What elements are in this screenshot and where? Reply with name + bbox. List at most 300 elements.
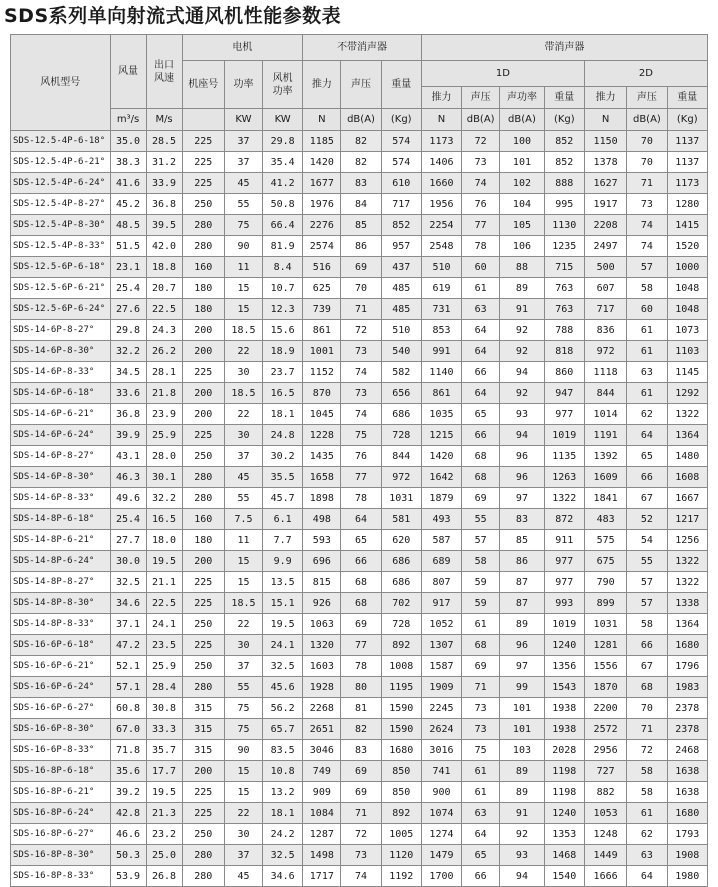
cell-outlet-speed: 42.0	[146, 236, 182, 257]
cell-1d-weight: 1263	[544, 467, 584, 488]
cell-power: 75	[224, 215, 262, 236]
table-row	[11, 446, 708, 467]
table-row	[11, 719, 708, 740]
cell-1d-thrust: 741	[421, 761, 461, 782]
cell-2d-weight: 1217	[667, 509, 707, 530]
cell-1d-sound-power: 104	[500, 194, 544, 215]
cell-thrust: 1976	[303, 194, 341, 215]
cell-2d-thrust: 1392	[584, 446, 626, 467]
cell-frame: 280	[182, 488, 224, 509]
unit-1d-sound-pressure: dB(A)	[462, 109, 500, 131]
cell-sound-pressure: 72	[341, 824, 381, 845]
cell-airflow: 53.9	[110, 866, 146, 887]
cell-2d-thrust: 575	[584, 530, 626, 551]
cell-1d-weight: 1240	[544, 803, 584, 824]
cell-2d-thrust: 2956	[584, 740, 626, 761]
cell-1d-thrust: 1956	[421, 194, 461, 215]
cell-weight: 686	[381, 551, 421, 572]
cell-airflow: 71.8	[110, 740, 146, 761]
cell-1d-sound-pressure: 63	[462, 299, 500, 320]
cell-2d-sound-pressure: 67	[627, 488, 667, 509]
cell-2d-sound-pressure: 58	[627, 614, 667, 635]
cell-2d-sound-pressure: 70	[627, 698, 667, 719]
cell-sound-pressure: 76	[341, 446, 381, 467]
cell-2d-weight: 1680	[667, 803, 707, 824]
cell-2d-sound-pressure: 55	[627, 551, 667, 572]
cell-1d-sound-power: 101	[500, 719, 544, 740]
cell-2d-weight: 1796	[667, 656, 707, 677]
cell-model: SDS-12.5-6P-6-24°	[11, 299, 111, 320]
cell-2d-sound-pressure: 65	[627, 446, 667, 467]
cell-airflow: 37.1	[110, 614, 146, 635]
cell-airflow: 30.0	[110, 551, 146, 572]
cell-1d-sound-pressure: 77	[462, 215, 500, 236]
cell-outlet-speed: 22.5	[146, 299, 182, 320]
cell-1d-sound-pressure: 71	[462, 677, 500, 698]
table-row	[11, 383, 708, 404]
cell-outlet-speed: 26.2	[146, 341, 182, 362]
cell-2d-thrust: 607	[584, 278, 626, 299]
cell-power: 15	[224, 761, 262, 782]
cell-2d-weight: 1908	[667, 845, 707, 866]
cell-1d-weight: 977	[544, 404, 584, 425]
cell-2d-sound-pressure: 70	[627, 152, 667, 173]
cell-1d-thrust: 853	[421, 320, 461, 341]
cell-sound-pressure: 86	[341, 236, 381, 257]
cell-1d-sound-power: 86	[500, 551, 544, 572]
cell-1d-sound-power: 101	[500, 698, 544, 719]
cell-1d-sound-power: 97	[500, 488, 544, 509]
cell-outlet-speed: 20.7	[146, 278, 182, 299]
cell-1d-weight: 1019	[544, 425, 584, 446]
cell-thrust: 1928	[303, 677, 341, 698]
table-body	[11, 131, 708, 887]
cell-power: 55	[224, 677, 262, 698]
cell-fan-power: 6.1	[263, 509, 303, 530]
cell-1d-sound-pressure: 57	[462, 530, 500, 551]
cell-1d-thrust: 731	[421, 299, 461, 320]
cell-fan-power: 7.7	[263, 530, 303, 551]
cell-sound-pressure: 69	[341, 614, 381, 635]
cell-1d-sound-power: 96	[500, 635, 544, 656]
cell-frame: 180	[182, 530, 224, 551]
cell-2d-weight: 1048	[667, 278, 707, 299]
cell-1d-sound-pressure: 66	[462, 425, 500, 446]
cell-power: 15	[224, 551, 262, 572]
cell-airflow: 39.2	[110, 782, 146, 803]
cell-weight: 510	[381, 320, 421, 341]
cell-2d-sound-pressure: 62	[627, 404, 667, 425]
cell-sound-pressure: 68	[341, 572, 381, 593]
cell-1d-thrust: 1274	[421, 824, 461, 845]
header-outlet-speed	[146, 35, 182, 109]
table-row	[11, 845, 708, 866]
cell-1d-weight: 1130	[544, 215, 584, 236]
cell-2d-weight: 1322	[667, 404, 707, 425]
cell-fan-power: 19.5	[263, 614, 303, 635]
cell-fan-power: 29.8	[263, 131, 303, 152]
cell-weight: 656	[381, 383, 421, 404]
cell-2d-thrust: 1281	[584, 635, 626, 656]
header-1d-sound-power: 声功率	[500, 87, 544, 109]
cell-2d-thrust: 1917	[584, 194, 626, 215]
cell-outlet-speed: 19.5	[146, 782, 182, 803]
unit-airflow: m³/s	[110, 109, 146, 131]
cell-2d-thrust: 1449	[584, 845, 626, 866]
cell-2d-weight: 1322	[667, 551, 707, 572]
cell-fan-power: 35.5	[263, 467, 303, 488]
cell-model: SDS-12.5-4P-8-30°	[11, 215, 111, 236]
cell-2d-thrust: 1118	[584, 362, 626, 383]
cell-2d-weight: 1322	[667, 572, 707, 593]
cell-2d-weight: 1638	[667, 782, 707, 803]
cell-airflow: 33.6	[110, 383, 146, 404]
cell-sound-pressure: 69	[341, 761, 381, 782]
header-2d-weight: 重量	[667, 87, 707, 109]
cell-frame: 250	[182, 446, 224, 467]
cell-1d-thrust: 807	[421, 572, 461, 593]
cell-2d-thrust: 844	[584, 383, 626, 404]
cell-1d-thrust: 689	[421, 551, 461, 572]
cell-1d-sound-pressure: 68	[462, 467, 500, 488]
cell-fan-power: 30.2	[263, 446, 303, 467]
cell-outlet-speed: 35.7	[146, 740, 182, 761]
cell-2d-weight: 1048	[667, 299, 707, 320]
cell-power: 22	[224, 341, 262, 362]
cell-thrust: 926	[303, 593, 341, 614]
header-1d-thrust: 推力	[421, 87, 461, 109]
cell-power: 45	[224, 467, 262, 488]
cell-outlet-speed: 28.5	[146, 131, 182, 152]
cell-sound-pressure: 82	[341, 719, 381, 740]
table-row	[11, 656, 708, 677]
cell-sound-pressure: 68	[341, 593, 381, 614]
cell-weight: 1680	[381, 740, 421, 761]
cell-weight: 728	[381, 614, 421, 635]
cell-1d-sound-pressure: 64	[462, 383, 500, 404]
cell-2d-sound-pressure: 60	[627, 299, 667, 320]
cell-2d-sound-pressure: 64	[627, 425, 667, 446]
cell-1d-sound-power: 89	[500, 761, 544, 782]
page-title: SDS系列单向射流式通风机性能参数表	[4, 5, 342, 27]
table-row	[11, 635, 708, 656]
cell-2d-thrust: 2497	[584, 236, 626, 257]
cell-1d-sound-pressure: 73	[462, 719, 500, 740]
cell-weight: 485	[381, 278, 421, 299]
cell-thrust: 1677	[303, 173, 341, 194]
cell-weight: 1005	[381, 824, 421, 845]
cell-model: SDS-14-6P-6-24°	[11, 425, 111, 446]
cell-outlet-speed: 31.2	[146, 152, 182, 173]
cell-model: SDS-16-6P-8-33°	[11, 740, 111, 761]
cell-1d-thrust: 493	[421, 509, 461, 530]
cell-weight: 620	[381, 530, 421, 551]
cell-2d-sound-pressure: 71	[627, 173, 667, 194]
cell-thrust: 498	[303, 509, 341, 530]
cell-fan-power: 10.8	[263, 761, 303, 782]
cell-2d-sound-pressure: 64	[627, 866, 667, 887]
cell-frame: 225	[182, 152, 224, 173]
cell-outlet-speed: 33.9	[146, 173, 182, 194]
cell-weight: 610	[381, 173, 421, 194]
header-no-silencer-group: 不带消声器	[303, 35, 422, 61]
cell-frame: 200	[182, 404, 224, 425]
table-row	[11, 824, 708, 845]
cell-model: SDS-12.5-4P-6-24°	[11, 173, 111, 194]
cell-1d-thrust: 1052	[421, 614, 461, 635]
cell-2d-thrust: 675	[584, 551, 626, 572]
cell-outlet-speed: 23.9	[146, 404, 182, 425]
cell-2d-sound-pressure: 61	[627, 320, 667, 341]
cell-1d-weight: 1938	[544, 719, 584, 740]
cell-outlet-speed: 21.8	[146, 383, 182, 404]
cell-thrust: 1228	[303, 425, 341, 446]
cell-sound-pressure: 70	[341, 278, 381, 299]
cell-outlet-speed: 28.0	[146, 446, 182, 467]
table-row	[11, 551, 708, 572]
cell-sound-pressure: 64	[341, 509, 381, 530]
cell-fan-power: 24.1	[263, 635, 303, 656]
cell-thrust: 1084	[303, 803, 341, 824]
cell-1d-sound-pressure: 65	[462, 845, 500, 866]
cell-1d-sound-power: 93	[500, 404, 544, 425]
cell-airflow: 50.3	[110, 845, 146, 866]
cell-2d-sound-pressure: 58	[627, 278, 667, 299]
cell-fan-power: 15.1	[263, 593, 303, 614]
header-outlet-speed-line1: 出口	[154, 59, 175, 71]
cell-2d-sound-pressure: 57	[627, 572, 667, 593]
cell-sound-pressure: 66	[341, 551, 381, 572]
cell-2d-weight: 1480	[667, 446, 707, 467]
cell-frame: 160	[182, 257, 224, 278]
cell-2d-weight: 1073	[667, 320, 707, 341]
cell-outlet-speed: 30.8	[146, 698, 182, 719]
cell-2d-sound-pressure: 63	[627, 362, 667, 383]
cell-1d-sound-power: 92	[500, 824, 544, 845]
cell-weight: 892	[381, 635, 421, 656]
cell-frame: 250	[182, 194, 224, 215]
cell-1d-sound-power: 102	[500, 173, 544, 194]
cell-outlet-speed: 23.2	[146, 824, 182, 845]
cell-weight: 581	[381, 509, 421, 530]
header-with-silencer-group: 带消声器	[421, 35, 707, 61]
cell-1d-thrust: 861	[421, 383, 461, 404]
unit-1d-thrust: N	[421, 109, 461, 131]
cell-1d-weight: 1353	[544, 824, 584, 845]
cell-weight: 850	[381, 761, 421, 782]
cell-sound-pressure: 78	[341, 488, 381, 509]
cell-fan-power: 10.7	[263, 278, 303, 299]
cell-2d-weight: 1280	[667, 194, 707, 215]
cell-weight: 437	[381, 257, 421, 278]
cell-1d-weight: 788	[544, 320, 584, 341]
table-row	[11, 614, 708, 635]
cell-frame: 200	[182, 320, 224, 341]
cell-outlet-speed: 16.5	[146, 509, 182, 530]
cell-sound-pressure: 81	[341, 698, 381, 719]
cell-power: 22	[224, 803, 262, 824]
cell-thrust: 1435	[303, 446, 341, 467]
cell-2d-sound-pressure: 62	[627, 824, 667, 845]
cell-weight: 1192	[381, 866, 421, 887]
cell-airflow: 47.2	[110, 635, 146, 656]
cell-1d-weight: 1135	[544, 446, 584, 467]
cell-weight: 1195	[381, 677, 421, 698]
cell-1d-sound-pressure: 58	[462, 551, 500, 572]
cell-frame: 180	[182, 278, 224, 299]
cell-1d-sound-pressure: 61	[462, 761, 500, 782]
cell-thrust: 1658	[303, 467, 341, 488]
cell-1d-thrust: 1479	[421, 845, 461, 866]
cell-2d-weight: 1793	[667, 824, 707, 845]
unit-2d-weight: (Kg)	[667, 109, 707, 131]
header-model: 风机型号	[11, 35, 111, 131]
cell-model: SDS-14-8P-6-18°	[11, 509, 111, 530]
cell-power: 45	[224, 866, 262, 887]
cell-2d-weight: 1520	[667, 236, 707, 257]
cell-fan-power: 45.7	[263, 488, 303, 509]
cell-power: 37	[224, 656, 262, 677]
cell-frame: 225	[182, 635, 224, 656]
cell-airflow: 27.6	[110, 299, 146, 320]
cell-model: SDS-14-6P-8-30°	[11, 467, 111, 488]
cell-weight: 844	[381, 446, 421, 467]
cell-2d-weight: 1000	[667, 257, 707, 278]
cell-2d-sound-pressure: 68	[627, 677, 667, 698]
cell-frame: 200	[182, 341, 224, 362]
cell-1d-weight: 1198	[544, 761, 584, 782]
cell-model: SDS-14-8P-6-21°	[11, 530, 111, 551]
cell-power: 22	[224, 614, 262, 635]
cell-outlet-speed: 28.1	[146, 362, 182, 383]
cell-airflow: 35.6	[110, 761, 146, 782]
cell-outlet-speed: 21.3	[146, 803, 182, 824]
header-1d-sound-pressure: 声压	[462, 87, 500, 109]
cell-thrust: 1717	[303, 866, 341, 887]
cell-2d-weight: 1608	[667, 467, 707, 488]
cell-fan-power: 50.8	[263, 194, 303, 215]
cell-1d-sound-power: 89	[500, 614, 544, 635]
cell-1d-weight: 1198	[544, 782, 584, 803]
cell-1d-sound-power: 106	[500, 236, 544, 257]
cell-1d-sound-power: 94	[500, 425, 544, 446]
cell-power: 30	[224, 425, 262, 446]
cell-fan-power: 8.4	[263, 257, 303, 278]
cell-weight: 686	[381, 572, 421, 593]
cell-2d-thrust: 2572	[584, 719, 626, 740]
cell-1d-sound-power: 100	[500, 131, 544, 152]
cell-model: SDS-14-6P-8-33°	[11, 488, 111, 509]
cell-sound-pressure: 78	[341, 656, 381, 677]
cell-1d-thrust: 1700	[421, 866, 461, 887]
header-airflow: 风量	[110, 35, 146, 109]
cell-sound-pressure: 74	[341, 866, 381, 887]
cell-power: 11	[224, 257, 262, 278]
cell-2d-weight: 1137	[667, 131, 707, 152]
cell-power: 15	[224, 278, 262, 299]
cell-thrust: 870	[303, 383, 341, 404]
cell-1d-sound-power: 97	[500, 656, 544, 677]
cell-1d-thrust: 2624	[421, 719, 461, 740]
table-row	[11, 677, 708, 698]
cell-fan-power: 18.1	[263, 404, 303, 425]
cell-1d-weight: 1543	[544, 677, 584, 698]
cell-1d-sound-pressure: 69	[462, 656, 500, 677]
cell-airflow: 48.5	[110, 215, 146, 236]
cell-weight: 686	[381, 404, 421, 425]
cell-2d-weight: 1137	[667, 152, 707, 173]
cell-model: SDS-16-8P-6-18°	[11, 761, 111, 782]
cell-2d-thrust: 972	[584, 341, 626, 362]
cell-thrust: 861	[303, 320, 341, 341]
cell-2d-sound-pressure: 58	[627, 782, 667, 803]
cell-frame: 250	[182, 656, 224, 677]
cell-airflow: 32.2	[110, 341, 146, 362]
cell-weight: 582	[381, 362, 421, 383]
cell-1d-sound-pressure: 69	[462, 488, 500, 509]
cell-model: SDS-16-8P-8-33°	[11, 866, 111, 887]
table-row	[11, 488, 708, 509]
cell-model: SDS-16-8P-6-27°	[11, 824, 111, 845]
cell-power: 45	[224, 173, 262, 194]
cell-1d-thrust: 1660	[421, 173, 461, 194]
cell-airflow: 38.3	[110, 152, 146, 173]
cell-fan-power: 23.7	[263, 362, 303, 383]
cell-1d-weight: 763	[544, 299, 584, 320]
cell-2d-sound-pressure: 71	[627, 719, 667, 740]
cell-1d-sound-pressure: 61	[462, 278, 500, 299]
cell-weight: 540	[381, 341, 421, 362]
cell-model: SDS-12.5-4P-8-33°	[11, 236, 111, 257]
cell-sound-pressure: 80	[341, 677, 381, 698]
cell-1d-sound-pressure: 59	[462, 593, 500, 614]
cell-weight: 850	[381, 782, 421, 803]
cell-sound-pressure: 72	[341, 320, 381, 341]
cell-power: 37	[224, 845, 262, 866]
cell-thrust: 2574	[303, 236, 341, 257]
cell-1d-sound-power: 89	[500, 278, 544, 299]
cell-1d-weight: 763	[544, 278, 584, 299]
cell-1d-sound-pressure: 78	[462, 236, 500, 257]
cell-weight: 1590	[381, 698, 421, 719]
cell-1d-sound-pressure: 64	[462, 341, 500, 362]
cell-weight: 728	[381, 425, 421, 446]
cell-2d-sound-pressure: 61	[627, 383, 667, 404]
cell-1d-sound-power: 94	[500, 362, 544, 383]
cell-2d-weight: 1415	[667, 215, 707, 236]
cell-2d-sound-pressure: 67	[627, 656, 667, 677]
cell-2d-weight: 1364	[667, 614, 707, 635]
cell-thrust: 2651	[303, 719, 341, 740]
cell-1d-weight: 1938	[544, 698, 584, 719]
cell-1d-sound-pressure: 75	[462, 740, 500, 761]
cell-frame: 315	[182, 740, 224, 761]
cell-outlet-speed: 24.1	[146, 614, 182, 635]
cell-1d-weight: 888	[544, 173, 584, 194]
cell-model: SDS-16-6P-6-21°	[11, 656, 111, 677]
cell-model: SDS-16-8P-8-30°	[11, 845, 111, 866]
table-row	[11, 194, 708, 215]
cell-sound-pressure: 71	[341, 803, 381, 824]
cell-2d-thrust: 1627	[584, 173, 626, 194]
cell-1d-weight: 977	[544, 551, 584, 572]
table-row	[11, 236, 708, 257]
cell-fan-power: 32.5	[263, 845, 303, 866]
unit-thrust: N	[303, 109, 341, 131]
cell-2d-weight: 2378	[667, 698, 707, 719]
cell-model: SDS-16-6P-6-18°	[11, 635, 111, 656]
cell-sound-pressure: 83	[341, 740, 381, 761]
